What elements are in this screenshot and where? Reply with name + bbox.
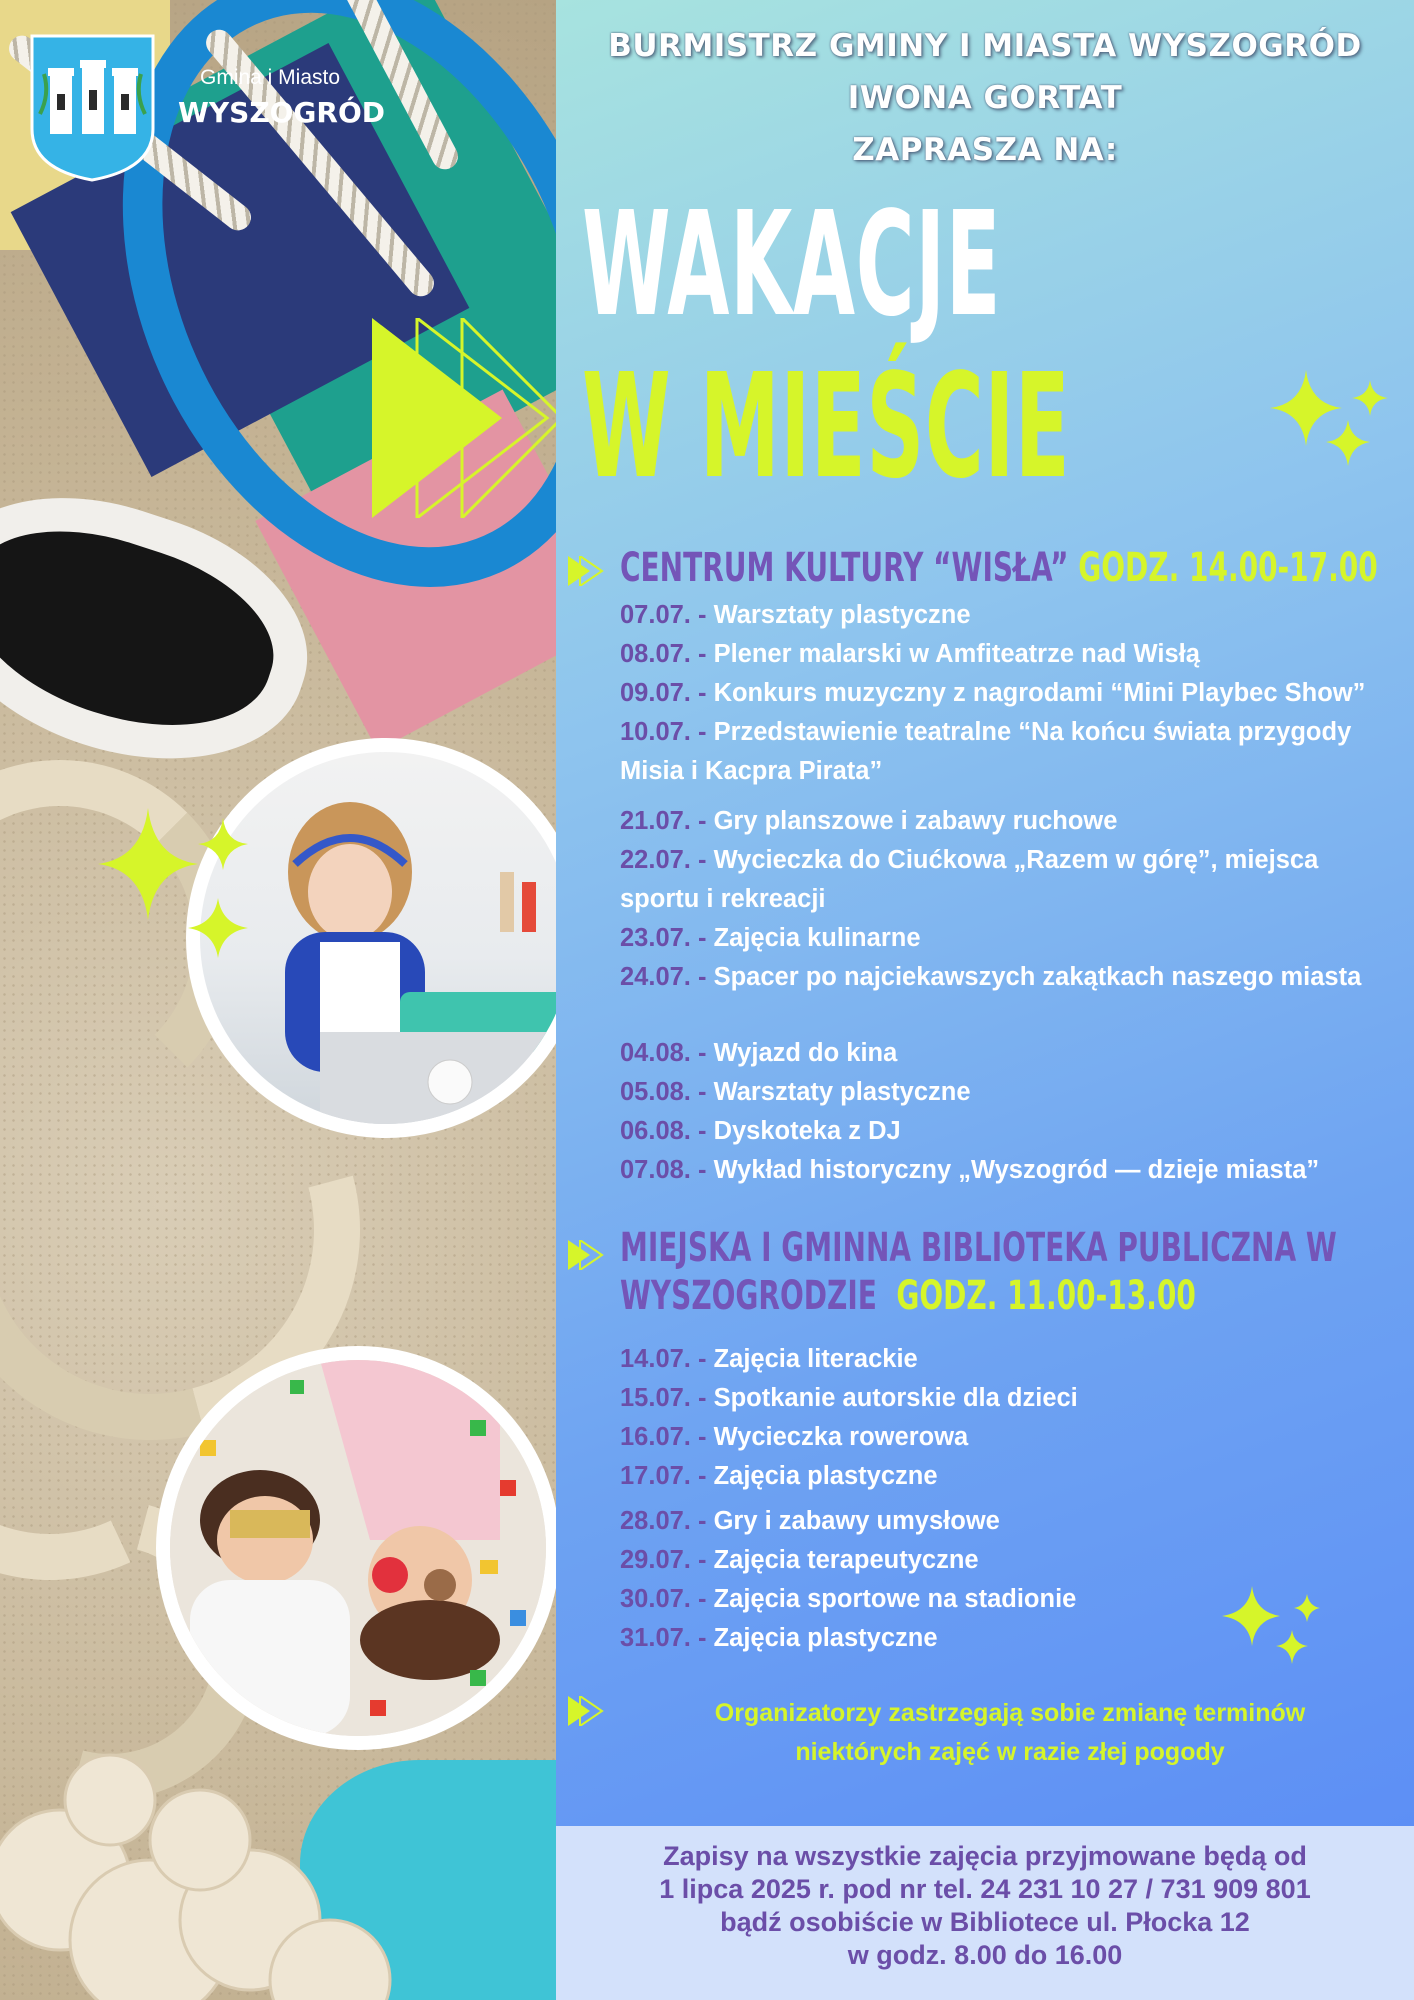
registration-line2: 1 lipca 2025 r. pod nr tel. 24 231 10 27 / 731 909 801	[659, 1874, 1311, 1904]
list-item: Misia i Kacpra Pirata”	[620, 757, 883, 785]
list-item: 07.08. - Wykład historyczny „Wyszogród — dzieje miasta”	[620, 1156, 1320, 1184]
bullet-arrow-icon	[568, 1696, 608, 1726]
title-line-1: WAKACJE	[582, 180, 1002, 348]
section-1-hours: GODZ. 14.00-17.00	[1078, 545, 1378, 591]
photo-kids-playing	[156, 1346, 560, 1750]
list-item: 29.07. - Zajęcia terapeutyczne	[620, 1546, 979, 1574]
sparkle-icon	[1270, 370, 1390, 470]
section-1-list	[620, 596, 1400, 1190]
list-item: 10.07. - Przedstawienie teatralne “Na końcu świata przygody	[620, 718, 1352, 746]
list-item: 23.07. - Zajęcia kulinarne	[620, 924, 921, 952]
list-item: 24.07. - Spacer po najciekawszych zakątkach naszego miasta	[620, 963, 1362, 991]
list-item: 30.07. - Zajęcia sportowe na stadionie	[620, 1585, 1077, 1613]
header-mayor: BURMISTRZ GMINY I MIASTA WYSZOGRÓD	[608, 28, 1362, 64]
sparkle-icon	[1222, 1586, 1322, 1666]
list-item: 15.07. - Spotkanie autorskie dla dzieci	[620, 1384, 1078, 1412]
weather-note-line1: Organizatorzy zastrzegają sobie zmianę terminów	[714, 1699, 1306, 1727]
coat-of-arms-logo	[30, 34, 155, 182]
list-item: 08.07. - Plener malarski w Amfiteatrze nad Wisłą	[620, 640, 1200, 668]
logo-text-town: WYSZOGRÓD	[178, 96, 386, 129]
list-item: 31.07. - Zajęcia plastyczne	[620, 1624, 938, 1652]
section-2-hours: GODZ. 11.00-13.00	[896, 1273, 1196, 1319]
section-2-heading	[620, 1224, 1337, 1320]
list-item: 28.07. - Gry i zabawy umysłowe	[620, 1507, 1000, 1535]
list-item: 22.07. - Wycieczka do Ciućkowa „Razem w górę”, miejsca	[620, 846, 1319, 874]
section-2-name-line2: WYSZOGRODZIE	[620, 1273, 877, 1319]
kids-playing-illustration	[170, 1360, 546, 1736]
weather-note-line2: niektórych zajęć w razie złej pogody	[795, 1738, 1225, 1766]
header-invite: ZAPRASZA NA:	[852, 132, 1118, 168]
list-item: 09.07. - Konkurs muzyczny z nagrodami “Mini Playbec Show”	[620, 679, 1366, 707]
section-2-name-line1: MIEJSKA I GMINNA BIBLIOTEKA PUBLICZNA W	[620, 1225, 1337, 1271]
bullet-arrow-icon	[568, 556, 608, 586]
list-item: 07.07. - Warsztaty plastyczne	[620, 601, 971, 629]
list-item: 14.07. - Zajęcia literackie	[620, 1345, 918, 1373]
weather-note	[640, 1694, 1380, 1772]
list-item: sportu i rekreacji	[620, 885, 826, 913]
list-item: 04.08. - Wyjazd do kina	[620, 1039, 898, 1067]
play-arrows-icon	[372, 318, 562, 518]
list-item: 16.07. - Wycieczka rowerowa	[620, 1423, 969, 1451]
section-1-name: CENTRUM KULTURY “WISŁA”	[620, 545, 1069, 591]
bullet-arrow-icon	[568, 1240, 608, 1270]
registration-line3: bądź osobiście w Bibliotece ul. Płocka 12	[720, 1907, 1250, 1937]
header-name: IWONA GORTAT	[847, 80, 1123, 116]
list-item: 21.07. - Gry planszowe i zabawy ruchowe	[620, 807, 1118, 835]
registration-line1: Zapisy na wszystkie zajęcia przyjmowane będą od	[663, 1841, 1307, 1871]
list-item: 17.07. - Zajęcia plastyczne	[620, 1462, 938, 1490]
list-item: 06.08. - Dyskoteka z DJ	[620, 1117, 901, 1145]
sparkle-icon	[98, 808, 268, 958]
registration-info	[556, 1840, 1414, 1972]
registration-line4: w godz. 8.00 do 16.00	[847, 1940, 1123, 1970]
list-item: 05.08. - Warsztaty plastyczne	[620, 1078, 971, 1106]
title-line-2: W MIEŚCIE	[582, 342, 1071, 510]
section-1-heading	[620, 544, 1378, 592]
logo-text-top: Gmina i Miasto	[200, 66, 341, 89]
